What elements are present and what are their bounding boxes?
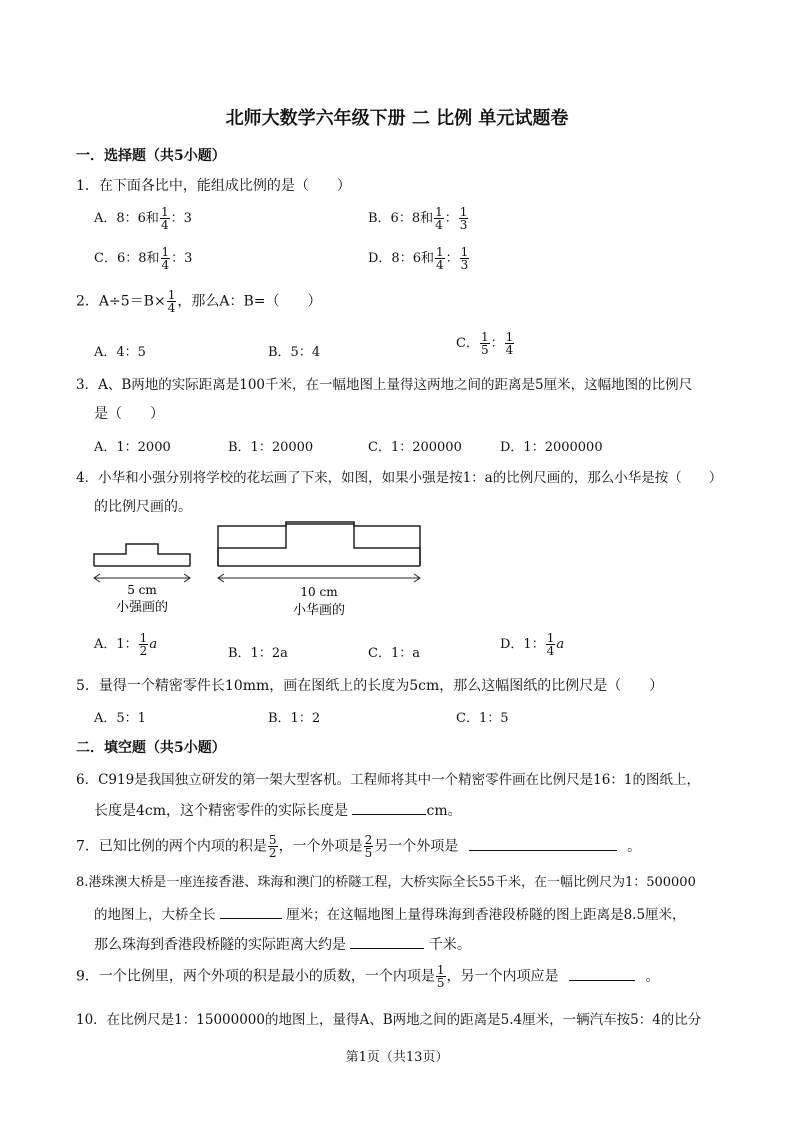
q3-option-a[interactable]: A．1：2000 [94, 440, 171, 455]
question-text: 长度是4cm，这个精密零件的实际长度是 [94, 803, 349, 819]
q1-option-c[interactable] [94, 246, 192, 271]
section-heading-fill: 二．填空题（共5小题） [76, 740, 226, 756]
large-flowerbed-outline [218, 524, 420, 566]
q4-option-d[interactable] [500, 632, 564, 657]
question-text: 。 [645, 968, 660, 985]
answer-blank[interactable] [569, 968, 635, 981]
question-text: 那么珠海到香港段桥隧的实际距离大约是 [94, 937, 346, 953]
question-8-line3 [94, 934, 471, 954]
q1-option-b[interactable] [368, 206, 469, 231]
flowerbed-figure [90, 520, 430, 625]
section-heading-choice: 一．选择题（共5小题） [76, 148, 226, 164]
large-flowerbed-outline-top [218, 522, 420, 566]
fraction: $\frac{1}{4}$ [160, 205, 169, 232]
question-text: 7．已知比例的两个内项的积是 [76, 838, 267, 855]
q4-option-c[interactable]: C．1：a [368, 646, 420, 661]
question-3-line1: 3．A、B两地的实际距离是100千米，在一幅地图上量得这两地之间的距离是5厘米，这幅地图的比例尺 [76, 377, 693, 393]
question-6-line2 [94, 800, 462, 820]
large-length-label: 10 cm [300, 585, 338, 599]
option-text: ：3 [170, 211, 192, 226]
question-text: ，另一个内项应是 [446, 968, 559, 985]
answer-blank[interactable] [350, 936, 424, 949]
fraction: $\frac{1}{2}$ [139, 631, 148, 658]
question-4-line2: 的比例尺画的。 [94, 499, 192, 515]
fraction: $\frac{1}{3}$ [460, 245, 469, 272]
option-text: ： [445, 251, 459, 266]
q3-option-d[interactable]: D．1：2000000 [500, 440, 603, 455]
fraction: $\frac{1}{5}$ [436, 963, 445, 990]
question-text: 的地图上，大桥全长 [94, 907, 216, 923]
fraction: $\frac{1}{3}$ [459, 205, 468, 232]
answer-blank[interactable] [220, 906, 282, 919]
option-text: A．1： [94, 637, 138, 652]
option-text: ： [490, 336, 504, 351]
fraction: $\frac{1}{4}$ [167, 288, 176, 315]
question-text: 另一个外项是 [374, 838, 459, 855]
option-text: ： [444, 211, 458, 226]
question-7 [76, 834, 641, 859]
question-4-line1: 4．小华和小强分别将学校的花坛画了下来，如图，如果小强是按1：a的比例尺画的，那么小华是按（ ） [76, 470, 723, 486]
question-text: cm。 [426, 803, 462, 819]
q2-option-c[interactable] [456, 331, 515, 356]
question-text: 千米。 [428, 937, 471, 953]
fraction: $\frac{1}{4}$ [505, 330, 514, 357]
q2-option-b[interactable]: B．5：4 [268, 345, 321, 360]
option-text: C．6：8和 [94, 251, 160, 266]
question-8-line1: 8.港珠澳大桥是一座连接香港、珠海和澳门的桥隧工程，大桥实际全长55千米，在一幅比例尺为1：500000 [76, 875, 696, 890]
option-variable: a [149, 637, 158, 652]
q3-option-b[interactable]: B．1：20000 [228, 440, 314, 455]
question-1: 1．在下面各比中，能组成比例的是（ ） [76, 178, 351, 194]
option-text: B．6：8和 [368, 211, 434, 226]
q1-option-a[interactable] [94, 206, 192, 231]
small-length-label: 5 cm [127, 583, 157, 597]
option-text: A．8：6和 [94, 211, 159, 226]
q4-option-b[interactable]: B．1：2a [228, 646, 288, 661]
page-footer: 第1页（共13页） [345, 1050, 449, 1065]
answer-blank[interactable] [469, 838, 617, 851]
question-9 [76, 964, 659, 989]
question-text: ，一个外项是 [278, 838, 363, 855]
question-2 [76, 289, 321, 314]
question-3-line2: 是（ ） [94, 406, 164, 422]
fraction: $\frac{1}{4}$ [435, 205, 443, 232]
fraction: $\frac{5}{2}$ [268, 833, 277, 860]
q4-option-a[interactable] [94, 632, 157, 657]
question-text: ，那么A：B=（ ） [177, 293, 322, 310]
fraction: $\frac{1}{4}$ [435, 245, 444, 272]
fraction: $\frac{1}{5}$ [480, 330, 489, 357]
option-text: ：3 [171, 251, 193, 266]
option-text: D．8：6和 [368, 251, 434, 266]
option-variable: a [556, 637, 565, 652]
large-caption: 小华画的 [292, 603, 346, 618]
small-caption: 小强画的 [115, 600, 169, 615]
q3-option-c[interactable]: C．1：200000 [368, 440, 462, 455]
option-text: C． [456, 336, 479, 351]
fraction: $\frac{1}{4}$ [161, 245, 170, 272]
page-title: 北师大数学六年级下册 二 比例 单元试题卷 [225, 108, 569, 129]
answer-blank[interactable] [352, 802, 426, 815]
q5-option-b[interactable]: B．1：2 [268, 711, 321, 726]
question-5: 5．量得一个精密零件长10mm，画在图纸上的长度为5cm，那么这幅图纸的比例尺是（ ） [76, 678, 664, 694]
q2-option-a[interactable]: A．4：5 [94, 345, 146, 360]
question-text: 。 [627, 838, 642, 855]
fraction: $\frac{2}{5}$ [364, 833, 373, 860]
small-flowerbed-outline [94, 544, 190, 566]
question-8-line2 [94, 903, 686, 923]
q1-option-d[interactable] [368, 246, 470, 271]
question-text: 9．一个比例里，两个外项的积是最小的质数，一个内项是 [76, 968, 435, 985]
q5-option-c[interactable]: C．1：5 [456, 711, 509, 726]
question-text: 2．A÷5＝B× [76, 293, 166, 310]
question-6-line1: 6．C919是我国独立研发的第一架大型客机。工程师将其中一个精密零件画在比例尺是16：1的图纸上， [76, 772, 700, 788]
option-text: D．1： [500, 637, 545, 652]
question-text: 厘米；在这幅地图上量得珠海到香港段桥隧的图上距离是8.5厘米， [286, 907, 686, 923]
fraction: $\frac{1}{4}$ [546, 631, 555, 658]
q5-option-a[interactable]: A．5：1 [94, 711, 146, 726]
question-10: 10．在比例尺是1：15000000的地图上，量得A、B两地之间的距离是5.4厘米，一辆汽车按5：4的比分 [76, 1012, 702, 1028]
